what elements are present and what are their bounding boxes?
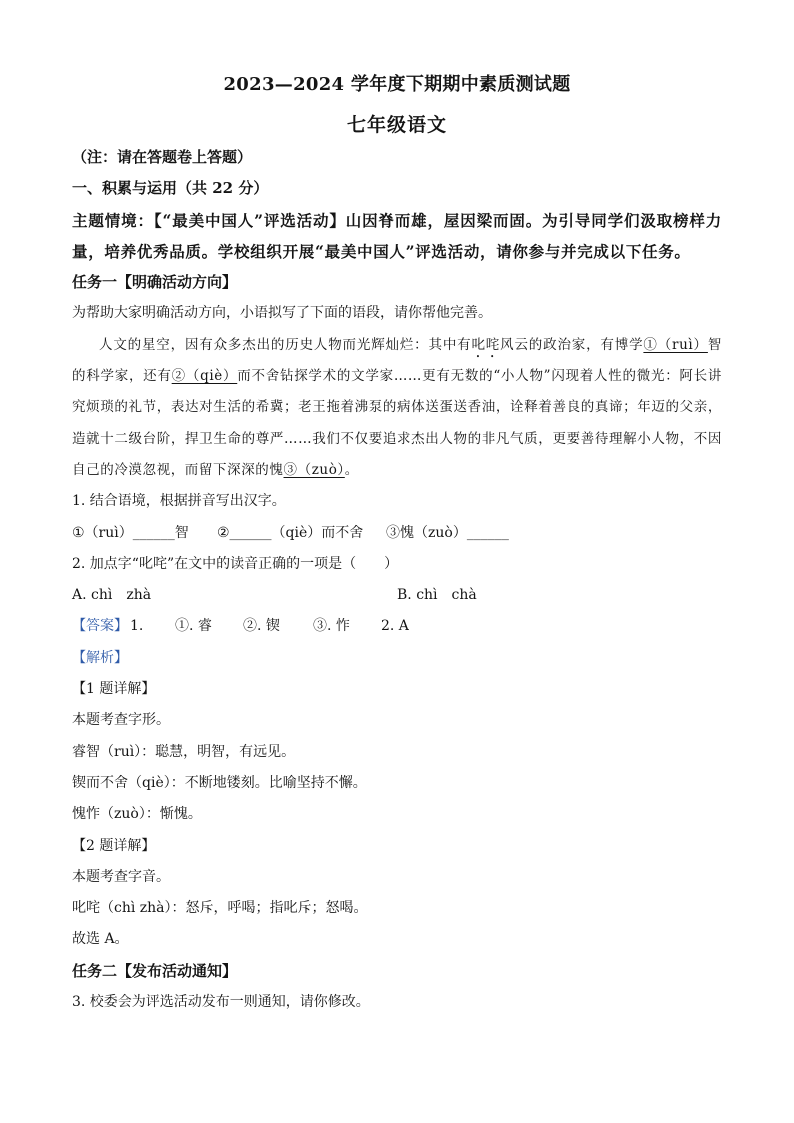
task2-heading: 任务二【发布活动通知】: [72, 961, 238, 980]
analysis-part2-heading: 【2 题详解】: [72, 837, 156, 854]
blank-3-marker: ③（zuò）: [283, 461, 345, 478]
q1-blank-item: ②______（qiè）而不舍: [217, 524, 364, 541]
section-heading: 一、积累与运用（共 22 分）: [72, 179, 269, 198]
answer-q2: 2. A: [381, 618, 409, 635]
answer-item: ①. 睿: [175, 618, 212, 635]
passage-text: 风云的政治家，有博学: [500, 336, 644, 353]
task1-heading: 任务一【明确活动方向】: [72, 273, 238, 292]
exam-title: 2023—2024 学年度下期期中素质测试题: [223, 74, 571, 95]
theme-context: 主题情境：【“最美中国人”评选活动】山因脊而雄，屋因梁而固。为引导同学们汲取榜样力量，培养优秀品质。学校组织开展“最美中国人”评选活动，请你参与并完成以下任务。: [72, 210, 722, 261]
passage-text: 智的科学家，还有: [72, 336, 722, 385]
passage-text: 而不舍钻探学术的文学家……更有无数的“小人物”闪现着人性的微光：阿长讲究烦琐的礼节，表达对生活的希冀；老王拖着沸泵的病体送蛋送香油，诠释着善良的真谛；年迈的父亲，造就十二级台阶，捍卫生命的尊严……我们不仅要追求杰出人物的非凡气质，更要善待理解小人物，不因自己的冷漠忽视，而留下深深的愧: [72, 368, 722, 478]
q2-prompt: 2. 加点字“叱咤”在文中的读音正确的一项是（ ）: [72, 555, 399, 572]
answer-label: 【答案】: [72, 618, 128, 635]
option-b: B. chì chà: [397, 587, 477, 604]
analysis-line: 叱咤（chì zhà）：怒斥，呼喝；指叱斥；怒喝。: [72, 900, 368, 917]
answer-row: [72, 611, 722, 642]
dotted-word: 叱咤: [471, 336, 501, 353]
exam-subtitle: 七年级语文: [346, 114, 447, 136]
blank-1-marker: ①（ruì）: [643, 336, 708, 353]
task1-passage: [72, 330, 722, 486]
passage-text: 人文的星空，因有众多杰出的历史人物而光辉灿烂：其中有: [99, 336, 472, 353]
analysis-line: 愧怍（zuò）：惭愧。: [72, 806, 202, 823]
q1-blanks-row: [72, 518, 722, 549]
answer-item: ②. 锲: [243, 618, 280, 635]
analysis-line: 本题考查字形。: [72, 712, 170, 729]
page-content: [72, 70, 722, 1018]
answer-q1-number: 1.: [130, 618, 144, 635]
passage-text: 。: [344, 461, 359, 478]
answer-note: （注：请在答题卷上答题）: [72, 148, 253, 166]
q1-blank-item: ③愧（zuò）______: [386, 524, 509, 541]
blank-2-marker: ②（qiè）: [171, 368, 238, 385]
q2-options: [72, 580, 722, 611]
option-a: A. chì zhà: [72, 587, 152, 604]
analysis-line: 本题考查字音。: [72, 868, 170, 885]
analysis-label: 【解析】: [72, 649, 128, 666]
analysis-part1-heading: 【1 题详解】: [72, 681, 156, 698]
q1-prompt: 1. 结合语境，根据拼音写出汉字。: [72, 493, 286, 510]
q1-blank-item: ①（ruì）______智: [72, 524, 189, 541]
analysis-line: 锲而不舍（qiè）：不断地镂刻。比喻坚持不懈。: [72, 774, 367, 791]
task1-intro: 为帮助大家明确活动方向，小语拟写了下面的语段，请你帮他完善。: [72, 305, 492, 322]
q3-prompt: 3. 校委会为评选活动发布一则通知，请你修改。: [72, 994, 370, 1011]
analysis-line: 故选 A。: [72, 931, 129, 948]
analysis-line: 睿智（ruì）：聪慧，明智，有远见。: [72, 743, 296, 760]
answer-item: ③. 怍: [313, 618, 350, 635]
